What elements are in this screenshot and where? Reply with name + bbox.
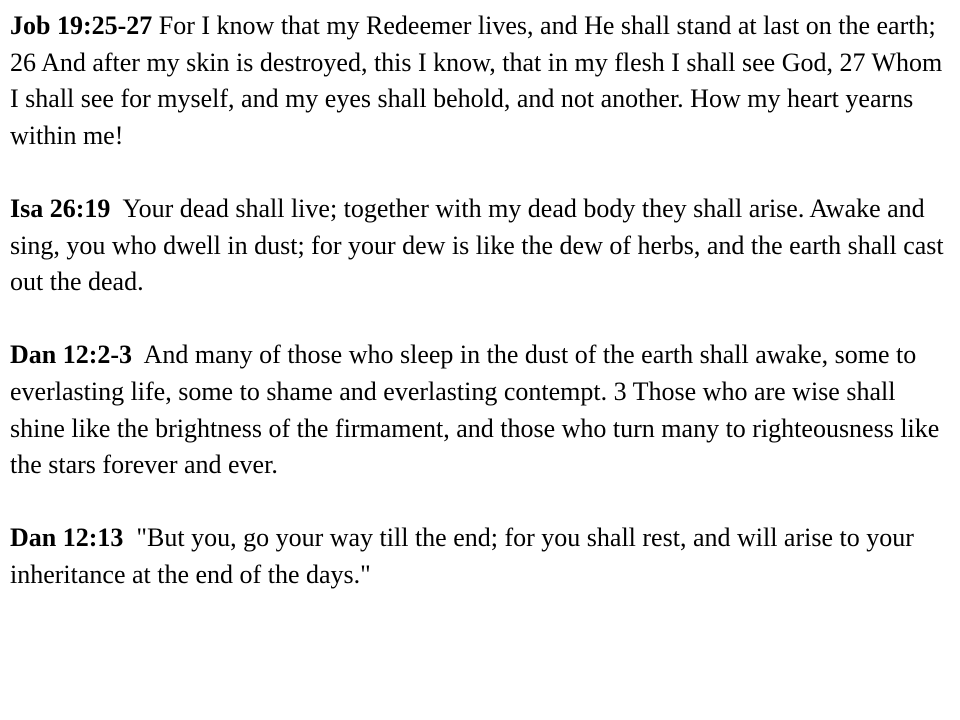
passage-reference: Dan 12:2-3 xyxy=(10,340,133,370)
passage-reference: Isa 26:19 xyxy=(10,193,111,223)
passage-text: "But you, go your way till the end; for you shall rest, and will arise to your inheritance at the end of the days." xyxy=(10,523,921,589)
passage-text: For I know that my Redeemer lives, and He shall stand at last on the earth; 26 And after my skin is destroyed, this I know, that in my flesh I shall see God, 27 Whom I shall see for myself, and my eyes shall behold, and not another. How my heart yearns within me! xyxy=(10,11,943,150)
passage-job xyxy=(10,8,956,154)
passage-daniel-12-2 xyxy=(10,337,956,483)
passage-text: Your dead shall live; together with my dead body they shall arise. Awake and sing, you who dwell in dust; for your dew is like the dew of herbs, and the earth shall cast out the dead. xyxy=(10,193,951,297)
passage-isaiah xyxy=(10,191,956,301)
scripture-slide xyxy=(10,8,956,630)
passage-daniel-12-13 xyxy=(10,520,956,593)
passage-reference: Dan 12:13 xyxy=(10,523,124,553)
passage-reference: Job 19:25-27 xyxy=(10,11,153,40)
passage-text: And many of those who sleep in the dust of the earth shall awake, some to everlasting life, some to shame and everlasting contempt. 3 Those who are wise shall shine like the brightness of the firmament, and those who turn many to righteousness like the stars forever and ever. xyxy=(10,340,946,480)
